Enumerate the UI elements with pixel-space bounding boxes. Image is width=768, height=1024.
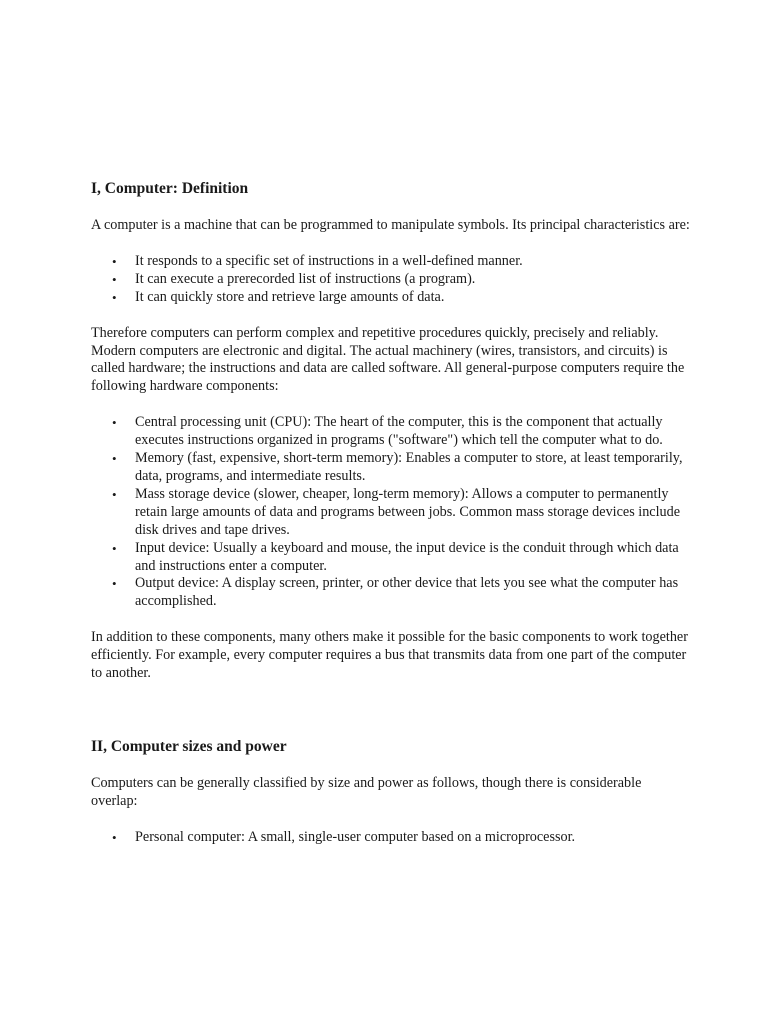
list-item: • Input device: Usually a keyboard and mouse, the input device is the conduit through which data and instructions enter a computer. [112, 539, 679, 574]
characteristics-list [91, 253, 691, 307]
section-2-heading: II, Computer sizes and power [91, 737, 287, 755]
bullet-icon: • [112, 253, 117, 269]
list-item: • Personal computer: A small, single-user computer based on a microprocessor. [112, 828, 576, 845]
section-1-paragraph-2: Therefore computers can perform complex and repetitive procedures quickly, precisely and reliably. Modern computers are electronic and digital. The actual machinery (wires, transistors, and circuits) is called hardware; the instructions and data are called software. All general-purpose computers require the following hardware components: [91, 324, 685, 395]
bullet-icon: • [112, 486, 117, 502]
computer-classes-list [91, 829, 691, 847]
bullet-icon: • [112, 415, 117, 431]
section-2-intro: Computers can be generally classified by size and power as follows, though there is considerable overlap: [91, 774, 642, 809]
components-list [91, 414, 691, 611]
bullet-icon: • [112, 289, 117, 305]
list-item: • It can quickly store and retrieve large amounts of data. [112, 288, 445, 305]
bullet-icon: • [112, 451, 117, 467]
list-item: • Central processing unit (CPU): The heart of the computer, this is the component that actually executes instructions organized in programs ("software") which tell the computer what to do. [112, 414, 663, 449]
list-item: • It can execute a prerecorded list of instructions (a program). [112, 270, 476, 287]
section-1-paragraph-3: In addition to these components, many others make it possible for the basic components to work together efficiently. For example, every computer requires a bus that transmits data from one part of the computer to another. [91, 629, 688, 682]
section-1-heading: I, Computer: Definition [91, 180, 249, 197]
bullet-icon: • [112, 271, 117, 287]
bullet-icon: • [112, 829, 117, 845]
document-page [91, 179, 691, 847]
bullet-icon: • [112, 576, 117, 592]
list-item: • Memory (fast, expensive, short-term memory): Enables a computer to store, at least temporarily, data, programs, and intermediate results. [112, 450, 683, 484]
list-item: • It responds to a specific set of instructions in a well-defined manner. [112, 252, 523, 269]
section-1-intro: A computer is a machine that can be programmed to manipulate symbols. Its principal characteristics are: [91, 217, 690, 233]
bullet-icon: • [112, 540, 117, 556]
list-item: • Output device: A display screen, printer, or other device that lets you see what the computer has accomplished. [112, 575, 679, 610]
list-item: • Mass storage device (slower, cheaper, long-term memory): Allows a computer to permanently retain large amounts of data and programs between jobs. Common mass storage devices include disk drives and tape drives. [112, 485, 681, 538]
